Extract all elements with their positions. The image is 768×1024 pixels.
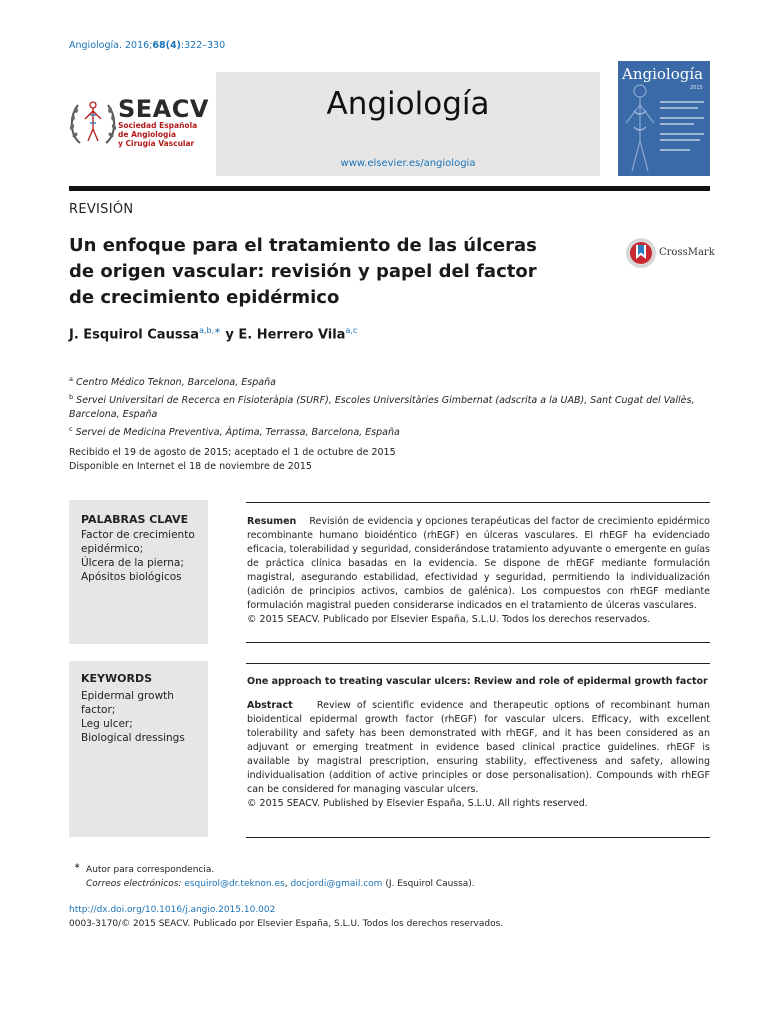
- email-separator: ,: [284, 879, 291, 889]
- article-title-line: Un enfoque para el tratamiento de las úlceras: [69, 235, 537, 256]
- issn-copyright: 0003-3170/© 2015 SEACV. Publicado por Elsevier España, S.L.U. Todos los derechos reservados.: [69, 919, 504, 929]
- logo-name: SEACV: [118, 95, 209, 123]
- footnote-marker: ∗: [74, 861, 81, 870]
- keywords-es-list: [81, 528, 206, 584]
- abstract-en: [247, 699, 710, 811]
- logo-wordmark: [118, 97, 209, 148]
- citation-year: 2016;: [125, 40, 153, 51]
- journal-cover-image: [618, 61, 710, 176]
- journal-url-link[interactable]: www.elsevier.es/angiologia: [340, 158, 476, 169]
- keyword-item: Leg ulcer;: [81, 718, 133, 730]
- header-divider: [69, 186, 710, 191]
- abstract-es-text: Revisión de evidencia y opciones terapéuticas del factor de crecimiento epidérmico recombinante humano bioidéntico (rhEGF) en úlceras vasculares. El rhEGF ha evidenciado eficacia, tolerabilidad y seguridad, considerándose tratamiento adyuvante o emergente en guías de práctica clínica basadas en la evidencia. Se dispone de rhEGF mediante formulación magistral, asegurando estabilidad, efectividad y seguridad, permitiendo la individualización (adición de principios activos, cambios de galénica). Los compuestos con rhEGF mediante formulación magistral pueden considerarse indicados en el tratamiento de úlceras vasculares.: [247, 516, 710, 611]
- crossmark-button[interactable]: [625, 237, 715, 269]
- cover-title: Angiología: [622, 65, 704, 83]
- keyword-item: Úlcera de la pierna;: [81, 557, 184, 569]
- email-link-1[interactable]: esquirol@dr.teknon.es: [184, 879, 285, 889]
- affiliation-item: [69, 390, 719, 422]
- logo-subtitle-line: y Cirugía Vascular: [118, 139, 195, 148]
- affiliation-text: Centro Médico Teknon, Barcelona, España: [76, 377, 276, 389]
- online-date: Disponible en Internet el 18 de noviembre de 2015: [69, 461, 312, 472]
- citation-volume: 68(4): [152, 40, 181, 51]
- abstract-es-label: Resumen: [247, 516, 297, 527]
- affiliation-marker: b: [69, 393, 74, 402]
- affiliation-marker: a: [69, 375, 73, 383]
- affiliation-text: Servei Universitari de Recerca en Fisioteràpia (SURF), Escoles Universitàries Gimbernat (adscrita a la UAB), Sant Cugat del Vallès, Barcelona, España: [69, 395, 695, 421]
- keywords-en-list: [81, 689, 206, 745]
- affiliation-item: [69, 372, 719, 390]
- abstract-en-top-rule: [246, 663, 710, 664]
- email-link-2[interactable]: docjordi@gmail.com: [290, 879, 383, 889]
- footnote-emails: [74, 877, 475, 891]
- cover-year: 2015: [690, 85, 703, 91]
- society-logo: [68, 95, 208, 155]
- corresponding-author-footnote: [74, 859, 475, 891]
- author-name: E. Herrero Vila: [238, 327, 346, 343]
- article-title-line: de crecimiento epidérmico: [69, 287, 340, 308]
- doi-link[interactable]: http://dx.doi.org/10.1016/j.angio.2015.10.002: [69, 905, 276, 915]
- author-joiner: y: [220, 327, 239, 343]
- emails-label: Correos electrónicos:: [86, 879, 182, 889]
- abstract-en-body: [247, 699, 710, 797]
- keyword-item: Apósitos biológicos: [81, 571, 182, 583]
- logo-subtitle-line: Sociedad Española: [118, 121, 198, 130]
- journal-banner: [216, 72, 600, 176]
- keyword-item: Factor de crecimiento epidérmico;: [81, 529, 195, 555]
- citation-journal: Angiología.: [69, 40, 122, 51]
- logo-subtitle-line: de Angiología: [118, 130, 177, 139]
- footnote-text: Autor para correspondencia.: [86, 865, 215, 875]
- author-affiliation-marks[interactable]: a,b,∗: [199, 326, 221, 335]
- author-affiliation-marks[interactable]: a,c: [345, 326, 358, 335]
- article-title-line: de origen vascular: revisión y papel del factor: [69, 261, 537, 282]
- journal-title: Angiología: [326, 86, 490, 122]
- abstract-en-copyright: © 2015 SEACV. Published by Elsevier España, S.L.U. All rights reserved.: [247, 798, 588, 809]
- abstract-es: [247, 515, 710, 627]
- abstract-es-body: [247, 515, 710, 613]
- abstract-es-top-rule: [246, 502, 710, 503]
- logo-subtitle: [118, 121, 209, 148]
- keywords-es-heading: PALABRAS CLAVE: [81, 513, 189, 526]
- article-history: [69, 446, 396, 474]
- article-title: [69, 233, 549, 311]
- crossmark-label: CrossMark: [659, 247, 715, 258]
- author-name: J. Esquirol Caussa: [69, 327, 200, 343]
- email-owner: (J. Esquirol Caussa).: [382, 879, 475, 889]
- laurel-emblem-icon: [68, 95, 118, 149]
- article-section-label: REVISIÓN: [69, 202, 134, 217]
- crossmark-icon: [625, 237, 657, 269]
- abstract-en-bottom-rule: [246, 837, 710, 838]
- affiliation-text: Servei de Medicina Preventiva, Àptima, Terrassa, Barcelona, España: [75, 427, 400, 439]
- abstract-en-text: Review of scientific evidence and therapeutic options of recombinant human bioidentical epidermal growth factor (rhEGF) for vascular ulcers. Efficacy, with excellent tolerability and safety has been demonstrated with rhEGF, and it has been considered as an adjuvant or emerging treatment in evidence based clinical practice guidelines. rhEGF is available by magistral prescription, ensuring stability, effectiveness and safety, allowing individualisation (addition of active principles or dose personalisation). Compounds with rhEGF can be considered for managing vascular ulcers.: [247, 700, 710, 795]
- keywords-es-panel: [69, 500, 208, 644]
- abstract-en-label: Abstract: [247, 700, 293, 711]
- citation-pages: :322–330: [180, 40, 226, 51]
- english-title: One approach to treating vascular ulcers: Review and role of epidermal growth factor: [247, 676, 708, 687]
- received-accepted-dates: Recibido el 19 de agosto de 2015; aceptado el 1 de octubre de 2015: [69, 447, 396, 458]
- keywords-en-panel: [69, 661, 208, 837]
- affiliation-marker: c: [69, 425, 73, 434]
- affiliations: [69, 372, 719, 440]
- author-list: [69, 326, 357, 342]
- keyword-item: Biological dressings: [81, 732, 185, 744]
- abstract-es-copyright: © 2015 SEACV. Publicado por Elsevier España, S.L.U. Todos los derechos reservados.: [247, 614, 651, 625]
- abstract-es-bottom-rule: [246, 642, 710, 643]
- footnote-line: [74, 859, 475, 877]
- affiliation-item: [69, 422, 719, 440]
- keyword-item: Epidermal growth factor;: [81, 690, 174, 716]
- journal-citation[interactable]: [69, 40, 225, 51]
- keywords-en-heading: KEYWORDS: [81, 672, 153, 685]
